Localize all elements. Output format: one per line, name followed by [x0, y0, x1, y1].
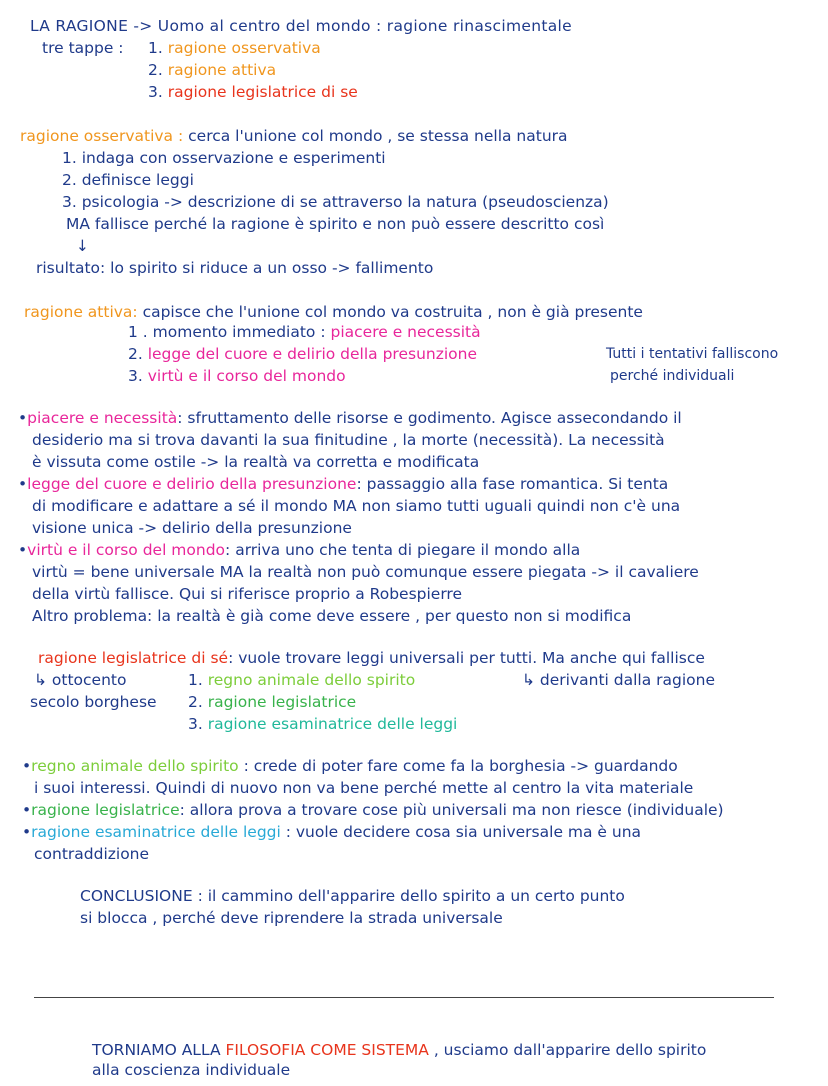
- legislatrice-bullet-title: ragione legislatrice: [31, 801, 180, 819]
- osservativa-point-1: 1. indaga con osservazione e esperimenti: [62, 149, 386, 167]
- legge-line-3: visione unica -> delirio della presunzione: [32, 519, 352, 537]
- virtu-rest: : arriva uno che tenta di piegare il mondo alla: [225, 541, 581, 559]
- down-arrow-icon: ↓: [76, 237, 89, 255]
- esaminatrice-line-2: contraddizione: [34, 845, 150, 863]
- bullet-icon: •: [18, 409, 28, 427]
- osservativa-point-2: 2. definisce leggi: [62, 171, 194, 189]
- legislatrice-title: ragione legislatrice di sé: [38, 649, 229, 667]
- conclusione-line-1: CONCLUSIONE : il cammino dell'apparire dello spirito a un certo punto: [80, 887, 625, 905]
- legislatrice-item-3: [188, 714, 457, 734]
- torniamo-post: , usciamo dall'apparire dello spirito: [428, 1041, 707, 1059]
- piacere-rest: : sfruttamento delle risorse e godimento. Agisce assecondando il: [177, 409, 682, 427]
- tappe-label: tre tappe :: [42, 39, 124, 57]
- attiva-moment-1: [128, 322, 481, 342]
- tappa-1: [148, 38, 321, 58]
- esaminatrice-title: ragione esaminatrice delle leggi: [31, 823, 281, 841]
- main-heading-rest: -> Uomo al centro del mondo : ragione rinascimentale: [128, 17, 572, 35]
- bullet-icon: •: [18, 541, 28, 559]
- conclusione-line-2: si blocca , perché deve riprendere la strada universale: [80, 909, 503, 927]
- legislatrice-item-3-num: 3.: [188, 715, 208, 733]
- legislatrice-item-1-label: regno animale dello spirito: [207, 671, 416, 689]
- legislatrice-bullet-rest: : allora prova a trovare cose più universali ma non riesce (individuale): [179, 801, 724, 819]
- regno-bullet: [22, 756, 678, 776]
- tappa-2-label: ragione attiva: [167, 61, 277, 79]
- legislatrice-item-1: [188, 670, 415, 690]
- virtu-line-4: Altro problema: la realtà è già come deve essere , per questo non si modifica: [32, 607, 632, 625]
- torniamo-line-2: alla coscienza individuale: [92, 1061, 291, 1079]
- tappa-3-num: 3.: [148, 83, 163, 101]
- osservativa-point-4: MA fallisce perché la ragione è spirito e non può essere descritto così: [66, 215, 605, 233]
- attiva-moment-2: [128, 344, 477, 364]
- legislatrice-heading: [38, 648, 705, 668]
- legge-rest: : passaggio alla fase romantica. Si tenta: [356, 475, 669, 493]
- osservativa-point-3: 3. psicologia -> descrizione di se attraverso la natura (pseudoscienza): [62, 193, 609, 211]
- virtu-title: virtù e il corso del mondo: [27, 541, 226, 559]
- legislatrice-item-2: [188, 692, 356, 712]
- main-heading: LA RAGIONE: [30, 17, 129, 35]
- osservativa-result: risultato: lo spirito si riduce a un osso -> fallimento: [36, 259, 434, 277]
- regno-title: regno animale dello spirito: [31, 757, 239, 775]
- ottocento-note: ↳ ottocento: [34, 671, 127, 689]
- virtu-bullet: [18, 540, 580, 560]
- virtu-line-3: della virtù fallisce. Qui si riferisce proprio a Robespierre: [32, 585, 462, 603]
- bullet-icon: •: [22, 757, 32, 775]
- piacere-line-3: è vissuta come ostile -> la realtà va corretta e modificata: [32, 453, 480, 471]
- legislatrice-item-2-label: ragione legislatrice: [207, 693, 357, 711]
- legislatrice-title-rest: : vuole trovare leggi universali per tutti. Ma anche qui fallisce: [228, 649, 705, 667]
- torniamo-line-1: [92, 1040, 706, 1060]
- torniamo-pre: TORNIAMO ALLA: [92, 1041, 226, 1059]
- attiva-moment-3-label: virtù e il corso del mondo: [147, 367, 346, 385]
- attiva-moment-1-label: piacere e necessità: [330, 323, 481, 341]
- derivanti-note: ↳ derivanti dalla ragione: [522, 671, 716, 689]
- osservativa-title-rest: cerca l'unione col mondo , se stessa nella natura: [183, 127, 568, 145]
- tappa-1-label: ragione osservativa: [167, 39, 321, 57]
- bullet-icon: •: [22, 801, 32, 819]
- attiva-moment-2-label: legge del cuore e delirio della presunzione: [147, 345, 478, 363]
- tappa-3-label: ragione legislatrice di se: [167, 83, 358, 101]
- bullet-icon: •: [18, 475, 28, 493]
- legge-line-2: di modificare e adattare a sé il mondo MA non siamo tutti uguali quindi non c'è una: [32, 497, 681, 515]
- attiva-title-rest: capisce che l'unione col mondo va costruita , non è già presente: [137, 303, 643, 321]
- bullet-icon: •: [22, 823, 32, 841]
- piacere-title: piacere e necessità: [27, 409, 178, 427]
- tappa-1-num: 1.: [148, 39, 163, 57]
- osservativa-title: ragione osservativa :: [20, 127, 184, 145]
- regno-rest: : crede di poter fare come fa la borghesia -> guardando: [238, 757, 678, 775]
- piacere-bullet: [18, 408, 682, 428]
- virtu-line-2: virtù = bene universale MA la realtà non può comunque essere piegata -> il cavaliere: [32, 563, 699, 581]
- attiva-moment-1-pre: 1 . momento immediato :: [128, 323, 331, 341]
- tappa-2-num: 2.: [148, 61, 163, 79]
- attiva-title: ragione attiva:: [24, 303, 138, 321]
- esaminatrice-bullet: [22, 822, 641, 842]
- attiva-side-note-2: perché individuali: [610, 368, 735, 384]
- attiva-moment-3: [128, 366, 346, 386]
- filosofia-sistema-highlight: FILOSOFIA COME SISTEMA: [225, 1041, 429, 1059]
- piacere-line-2: desiderio ma si trova davanti la sua finitudine , la morte (necessità). La necessità: [32, 431, 665, 449]
- legislatrice-item-2-num: 2.: [188, 693, 208, 711]
- tappa-2: [148, 60, 276, 80]
- divider-line: [34, 997, 774, 998]
- regno-line-2: i suoi interessi. Quindi di nuovo non va bene perché mette al centro la vita materiale: [34, 779, 694, 797]
- osservativa-heading: [20, 126, 568, 146]
- attiva-side-note-1: Tutti i tentativi falliscono: [606, 346, 779, 362]
- legislatrice-item-1-num: 1.: [188, 671, 208, 689]
- tappa-3: [148, 82, 358, 102]
- intro-line: [30, 16, 572, 36]
- attiva-moment-2-num: 2.: [128, 345, 148, 363]
- legge-bullet: [18, 474, 668, 494]
- legge-title: legge del cuore e delirio della presunzione: [27, 475, 357, 493]
- attiva-moment-3-num: 3.: [128, 367, 148, 385]
- esaminatrice-rest: : vuole decidere cosa sia universale ma è una: [280, 823, 642, 841]
- legislatrice-item-3-label: ragione esaminatrice delle leggi: [207, 715, 458, 733]
- attiva-heading: [24, 302, 643, 322]
- legislatrice-bullet: [22, 800, 724, 820]
- secolo-borghese-note: secolo borghese: [30, 693, 157, 711]
